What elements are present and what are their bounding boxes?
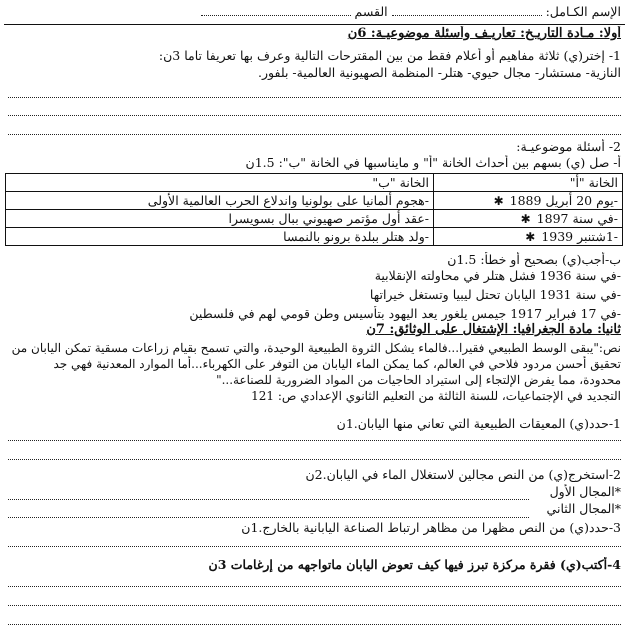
matching-table <box>5 173 623 246</box>
history-q2a: أ- صل (ي) بسهم بين أحداث الخانة "أ" و مايناسبها في الخانة "ب": 1.5ن <box>245 155 621 170</box>
col-a-cell: -يوم 20 أبريل 1889✱ <box>434 192 623 210</box>
name-label: الإسم الكـامل: <box>545 4 621 19</box>
answer-line[interactable] <box>8 440 621 441</box>
geo-q1: 1-حدد(ي) المعيقات الطبيعية التي تعاني منها اليابان.1ن <box>336 416 621 431</box>
geo-q2: 2-استخرج(ي) من النص مجالين لاستغلال الماء في اليابان.2ن <box>305 467 621 482</box>
answer-line[interactable] <box>8 115 621 116</box>
answer-line[interactable] <box>8 134 621 135</box>
document-text-line: محدودة، مما يفرض الإلتجاء إلى استيراد الحاجيات من المواد الضرورية للصناعة..." <box>216 373 621 387</box>
section1-title: أولا: مـادة التاريـخ: تعاريـف وأسئلة موضوعيـة: 6ن <box>347 26 621 41</box>
geo-q4: 4-أكتب(ي) فقرة مركزة تبرز فيها كيف تعوض اليابان ماتواجهه من إرغامات 3ن <box>208 557 621 572</box>
class-field[interactable] <box>201 15 351 16</box>
history-q1-terms: النازية- مستشار- مجال حيوي- هتلر- المنظمة الصهيونية العالمية- بلفور. <box>258 65 621 80</box>
answer-line[interactable] <box>8 546 621 547</box>
tf-item: -في 17 فبراير 1917 جيمس يلغور يعد اليهود بتأسيس وطن قومي لهم في فلسطين <box>189 306 621 321</box>
answer-line[interactable] <box>8 459 621 460</box>
history-q2-title: 2- أسئلة موضوعيـة: <box>516 139 621 154</box>
col-a-cell: -1شتنبر 1939✱ <box>434 228 623 246</box>
col-a-cell: -في سنة 1897✱ <box>434 210 623 228</box>
geo-q2-field2: *المجال الثاني <box>546 501 621 516</box>
asterisk-icon: ✱ <box>520 212 531 226</box>
asterisk-icon: ✱ <box>493 194 504 208</box>
name-field[interactable] <box>392 15 542 16</box>
history-q1: 1- إختر(ي) ثلاثة مفاهيم أو أعلام فقط من بين المقترحات التالية وعرف بها تعريفا تاما 3ن: <box>158 48 621 63</box>
document-text-line: تحقيق أحسن مردود فلاحي في العالم، كما يمكن الماء اليابان من التوفر على الكهرباء...أما الموارد المعدنية فهي جد <box>53 357 621 371</box>
document-text-line: نص:"يبقى الوسط الطبيعي فقيرا...فالماء يشكل الثروة الطبيعية الوحيدة، والتي تسمح بقيام زراعات مسقية تمكن اليابان من <box>11 341 621 355</box>
student-header <box>8 4 621 20</box>
document-source: التجديد في الإجتماعيات، للسنة الثالثة من التعليم الثانوي الإعدادي ص: 121 <box>251 389 621 403</box>
col-b-cell: -ولد هتلر ببلدة برونو بالنمسا <box>6 228 434 246</box>
col-b-cell: -هجوم ألمانيا على بولونيا واندلاع الحرب العالمية الأولى <box>6 192 434 210</box>
table-row <box>6 228 623 246</box>
geo-q3: 3-حدد(ي) من النص مظهرا من مظاهر ارتباط الصناعة اليابانية بالخارج.1ن <box>241 520 621 535</box>
col-b-cell: -عقد أول مؤتمر صهيوني ببال بسويسرا <box>6 210 434 228</box>
answer-line[interactable] <box>8 97 621 98</box>
answer-line[interactable] <box>8 499 529 500</box>
col-a-header: الخانة "أ" <box>434 174 623 192</box>
answer-line[interactable] <box>8 586 621 587</box>
tf-item: -في سنة 1931 اليابان تحتل ليبيا وتستغل خيراتها <box>369 287 621 302</box>
header-divider <box>4 24 625 25</box>
answer-line[interactable] <box>8 517 529 518</box>
history-q2b: ب-أجب(ي) بصحيح أو خطأ: 1.5ن <box>447 252 621 267</box>
col-b-header: الخانة "ب" <box>6 174 434 192</box>
class-label: القسم <box>354 4 388 19</box>
tf-item: -في سنة 1936 فشل هتلر في محاولته الإنقلابية <box>374 268 621 283</box>
table-header-row <box>6 174 623 192</box>
answer-line[interactable] <box>8 605 621 606</box>
table-row <box>6 192 623 210</box>
answer-line[interactable] <box>8 624 621 625</box>
section2-title: ثانيا: مادة الجغرافيا: الإشتغال على الوثائق: 7ن <box>366 322 621 337</box>
geo-q2-field1: *المجال الأول <box>549 484 621 499</box>
table-row <box>6 210 623 228</box>
asterisk-icon: ✱ <box>525 230 536 244</box>
